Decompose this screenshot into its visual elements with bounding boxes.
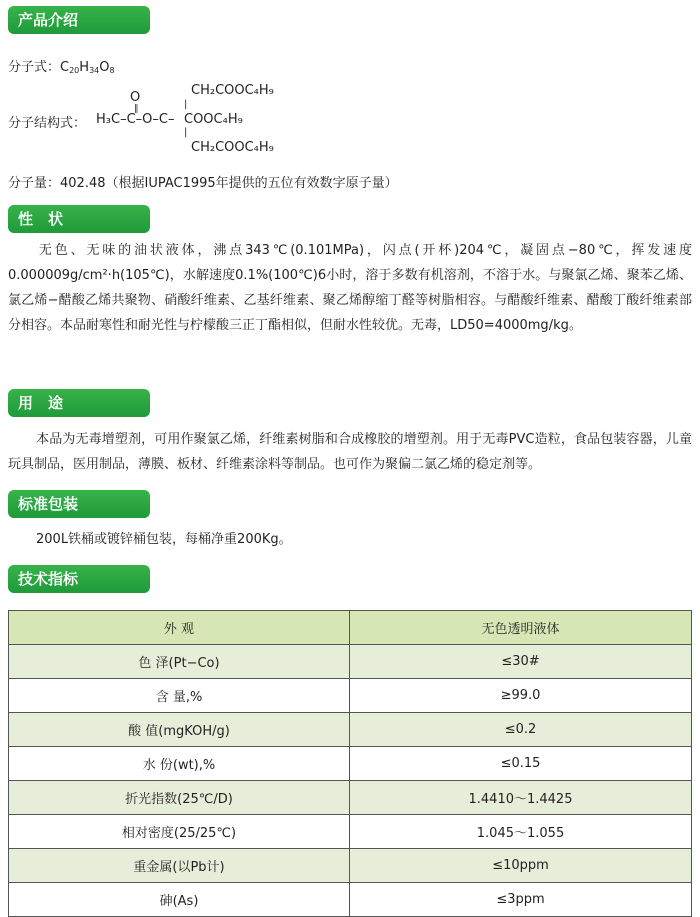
structure-o-top: O (130, 90, 141, 105)
table-row (9, 747, 692, 781)
formula-o: O (99, 60, 110, 75)
table-cell: 含 量,% (9, 679, 350, 713)
structure-bottom-branch: CH₂COOC₄H₉ (191, 140, 274, 155)
formula-h: H (79, 60, 90, 75)
structure-label: 分子结构式： (8, 116, 87, 131)
table-cell: 色 泽(Pt−Co) (9, 645, 350, 679)
formula-c-count: 20 (69, 66, 80, 75)
formula-o-count: 8 (109, 66, 115, 75)
molecular-formula (8, 56, 115, 75)
molecular-weight: 分子量：402.48（根据IUPAC1995年提供的五位有效数字原子量） (8, 176, 398, 191)
table-row (9, 679, 692, 713)
structure-top-branch: CH₂COOC₄H₉ (191, 83, 274, 98)
double-bond: ‖ (134, 104, 139, 114)
table-row (9, 713, 692, 747)
formula-h-count: 34 (89, 66, 100, 75)
packaging-text: 200L铁桶或镀锌桶包装，每桶净重200Kg。 (36, 532, 292, 547)
spec-table (8, 610, 692, 917)
table-row (9, 815, 692, 849)
usage-paragraph (8, 427, 692, 477)
bond-top: | (184, 99, 188, 110)
table-cell: ≤3ppm (350, 883, 692, 917)
section-header-packaging: 标准包装 (8, 490, 150, 518)
table-row (9, 781, 692, 815)
table-cell: 相对密度(25/25℃) (9, 815, 350, 849)
usage-text: 本品为无毒增塑剂，可用作聚氯乙烯，纤维素树脂和合成橡胶的增塑剂。用于无毒PVC造粒，食品包装容器，儿童玩具制品，医用制品，薄膜、板材、纤维素涂料等制品。也可作为聚偏二氯乙烯的稳定剂等。 (8, 432, 692, 472)
table-cell: ≥99.0 (350, 679, 692, 713)
table-cell: 外 观 (9, 611, 350, 645)
table-cell: 无色透明液体 (350, 611, 692, 645)
formula-c: C (60, 60, 70, 75)
structure-mid-branch: COOC₄H₉ (184, 112, 243, 127)
table-cell: 重金属(以Pb计) (9, 849, 350, 883)
section-header-intro: 产品介绍 (8, 6, 150, 34)
section-header-specs: 技术指标 (8, 565, 150, 593)
table-cell: 砷(As) (9, 883, 350, 917)
table-cell: 水 份(wt),% (9, 747, 350, 781)
table-cell: ≤30# (350, 645, 692, 679)
table-row (9, 883, 692, 917)
bond-bottom: | (184, 127, 188, 138)
properties-paragraph (8, 238, 692, 338)
section-header-properties: 性 状 (8, 205, 150, 233)
packaging-paragraph (8, 527, 692, 552)
table-header-row (9, 611, 692, 645)
table-row (9, 849, 692, 883)
section-header-usage: 用 途 (8, 389, 150, 417)
table-cell: 1.045～1.055 (350, 815, 692, 849)
table-cell: ≤10ppm (350, 849, 692, 883)
table-row (9, 645, 692, 679)
table-cell: ≤0.2 (350, 713, 692, 747)
structure-left: H₃C–C–O–C– (96, 112, 175, 127)
table-cell: ≤0.15 (350, 747, 692, 781)
table-cell: 酸 值(mgKOH/g) (9, 713, 350, 747)
properties-text: 无色、无味的油状液体，沸点343℃(0.101MPa)，闪点(开杯)204℃，凝固点−80℃，挥发速度0.000009g/cm²·h(105℃)，水解速度0.1%(100℃)6小时，溶于多数有机溶剂，不溶于水。与聚氯乙烯、聚苯乙烯、氯乙烯−醋酸乙烯共聚物、硝酸纤维素、乙基纤维素、聚乙烯醇缩丁醛等树脂相容。与醋酸纤维素、醋酸丁酸纤维素部分相容。本品耐寒性和耐光性与柠檬酸三正丁酯相似，但耐水性较优。无毒，LD50=4000mg/kg。 (8, 243, 692, 333)
table-cell: 折光指数(25℃/D) (9, 781, 350, 815)
table-cell: 1.4410～1.4425 (350, 781, 692, 815)
formula-label: 分子式： (8, 60, 61, 75)
